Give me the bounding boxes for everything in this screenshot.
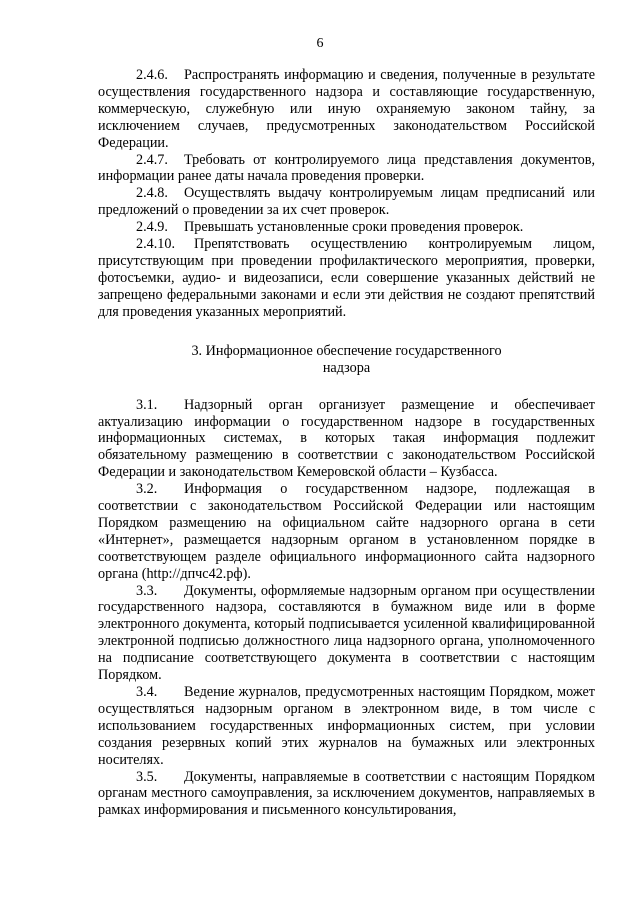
clause-2-4-9 — [98, 219, 595, 236]
clause-number: 3.4. — [136, 684, 158, 700]
clause-number: 2.4.7. — [136, 151, 168, 168]
clause-number: 2.4.8. — [136, 185, 168, 202]
clause-text: Документы, оформляемые надзорным органом при осуществлении государственного надзора, составляются в бумажном виде или в форме электронного документа, который подписывается усиленной квалифицированной электронной подписью должностного лица надзорного органа, уполномоченного на подписание соответствующего документа в соответствии с настоящим Порядком. — [98, 582, 595, 684]
clause-number: 3.2. — [136, 481, 158, 498]
clause-2-4-7 — [98, 152, 595, 186]
clause-2-4-8 — [98, 185, 595, 219]
clause-text: Требовать от контролируемого лица представления документов, информации ранее даты начала проведения проверки. — [98, 151, 595, 185]
clause-text: Информация о государственном надзоре, подлежащая в соответствии с законодательством Российской Федерации или настоящим Порядком размещению на официальном сайте надзорного органа в сети «Интернет», размещается надзорным органом в установленном порядке в соответствующем разделе официального информационного сайта надзорного органа (http://дпчс42.рф). — [98, 481, 595, 582]
clause-number: 3.5. — [136, 768, 158, 785]
clause-number: 2.4.10. — [136, 236, 176, 253]
clause-text: Ведение журналов, предусмотренных настоящим Порядком, может осуществляться надзорным органом в электронном виде, в том числе с использованием государственных информационных систем, при условии создания резервных копий этих журналов на бумажных или электронных носителях. — [98, 684, 595, 768]
clause-text: Осуществлять выдачу контролируемым лицам предписаний или предложений о проведении за их счет проверок. — [98, 185, 595, 219]
clause-text: Документы, направляемые в соответствии с настоящим Порядком органам местного самоуправления, за исключением документов, направляемых в рамках информирования и письменного консультирования, — [98, 768, 595, 819]
document-body — [98, 67, 595, 819]
clause-text: Превышать установленные сроки проведения проверок. — [184, 219, 524, 236]
clause-2-4-10 — [98, 236, 595, 321]
clause-2-4-6 — [98, 67, 595, 152]
clause-number: 3.3. — [136, 582, 158, 599]
clause-number: 3.1. — [136, 396, 158, 413]
clause-3-4 — [98, 684, 595, 769]
clause-text: Распространять информацию и сведения, полученные в результате осуществления государственного надзора и составляющие государственную, коммерческую, служебную или иную охраняемую законом тайну, за исключением случаев, предусмотренных законодательством Российской Федерации. — [98, 67, 595, 151]
clause-3-5 — [98, 769, 595, 820]
clause-text: Надзорный орган организует размещение и обеспечивает актуализацию информации о государственном надзоре в государственных информационных системах, в которых такая информация подлежит обязательному размещению в соответствии с законодательством Российской Федерации и законодательством Кемеровской области – Кузбасса. — [98, 396, 595, 481]
clause-3-3 — [98, 583, 595, 684]
clause-3-1 — [98, 397, 595, 482]
section-heading-line-2: надзора — [322, 359, 371, 376]
page-number: 6 — [316, 36, 324, 51]
clause-number: 2.4.9. — [136, 219, 168, 236]
clause-text: Препятствовать осуществлению контролируемым лицом, присутствующим при проведении профилактического мероприятия, проверки, фотосъемки, аудио- и видеозаписи, если совершение указанных действий не запрещено федеральными законами и если эти действия не создают препятствий для проведения указанных мероприятий. — [98, 236, 595, 320]
section-heading-line-1: 3. Информационное обеспечение государственного — [191, 342, 502, 359]
clause-number: 2.4.6. — [136, 67, 168, 83]
section-heading — [98, 343, 595, 377]
clause-3-2 — [98, 481, 595, 582]
